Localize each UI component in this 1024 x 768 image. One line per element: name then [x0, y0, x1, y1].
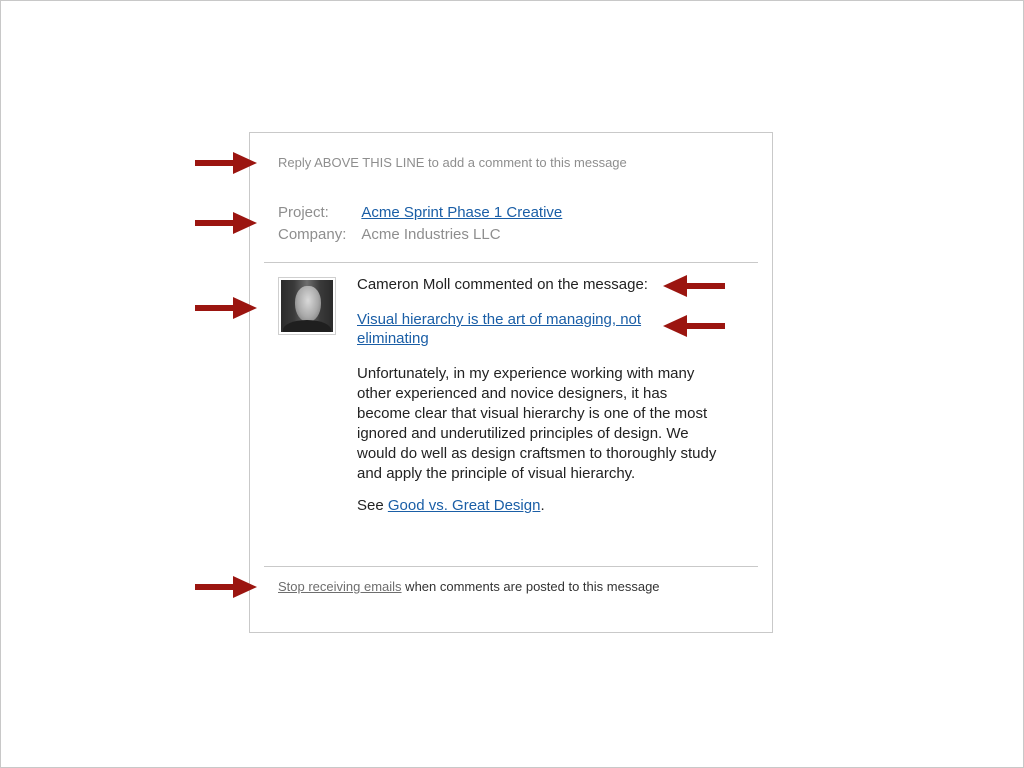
reply-instruction: Reply ABOVE THIS LINE to add a comment to this message	[278, 155, 627, 170]
company-row	[278, 226, 501, 243]
avatar-photo	[281, 280, 333, 332]
project-row	[278, 204, 562, 221]
message-title-link[interactable]: Visual hierarchy is the art of managing, not eliminating	[357, 311, 642, 347]
avatar-face	[295, 286, 321, 322]
right-arrow-icon	[195, 576, 257, 598]
comment-body: Unfortunately, in my experience working with many other experienced and novice designers, it has become clear that visual hierarchy is one of the most ignored and underutilized principles of design. We would do well as design craftsmen to thoroughly study and apply the principle of visual hierarchy.	[357, 365, 717, 482]
stop-emails-link[interactable]: Stop receiving emails	[278, 579, 402, 594]
footer-line	[278, 579, 660, 594]
avatar-shoulders	[283, 320, 331, 332]
divider-bottom	[264, 566, 758, 567]
left-arrow-icon	[663, 315, 725, 337]
avatar	[278, 277, 336, 335]
see-suffix: .	[540, 497, 545, 514]
comment-header: Cameron Moll commented on the message:	[357, 276, 648, 293]
left-arrow-icon	[663, 275, 725, 297]
see-link[interactable]: Good vs. Great Design	[387, 497, 541, 514]
right-arrow-icon	[195, 297, 257, 319]
right-arrow-icon	[195, 212, 257, 234]
company-label: Company:	[278, 226, 347, 243]
see-line	[357, 497, 545, 514]
company-value: Acme Industries LLC	[361, 226, 501, 243]
see-prefix: See	[357, 497, 388, 514]
divider-top	[264, 262, 758, 263]
right-arrow-icon	[195, 152, 257, 174]
footer-text: when comments are posted to this message	[401, 579, 660, 594]
project-link[interactable]: Acme Sprint Phase 1 Creative	[361, 204, 563, 221]
message-title-wrap	[357, 310, 657, 348]
project-label: Project:	[278, 204, 329, 221]
